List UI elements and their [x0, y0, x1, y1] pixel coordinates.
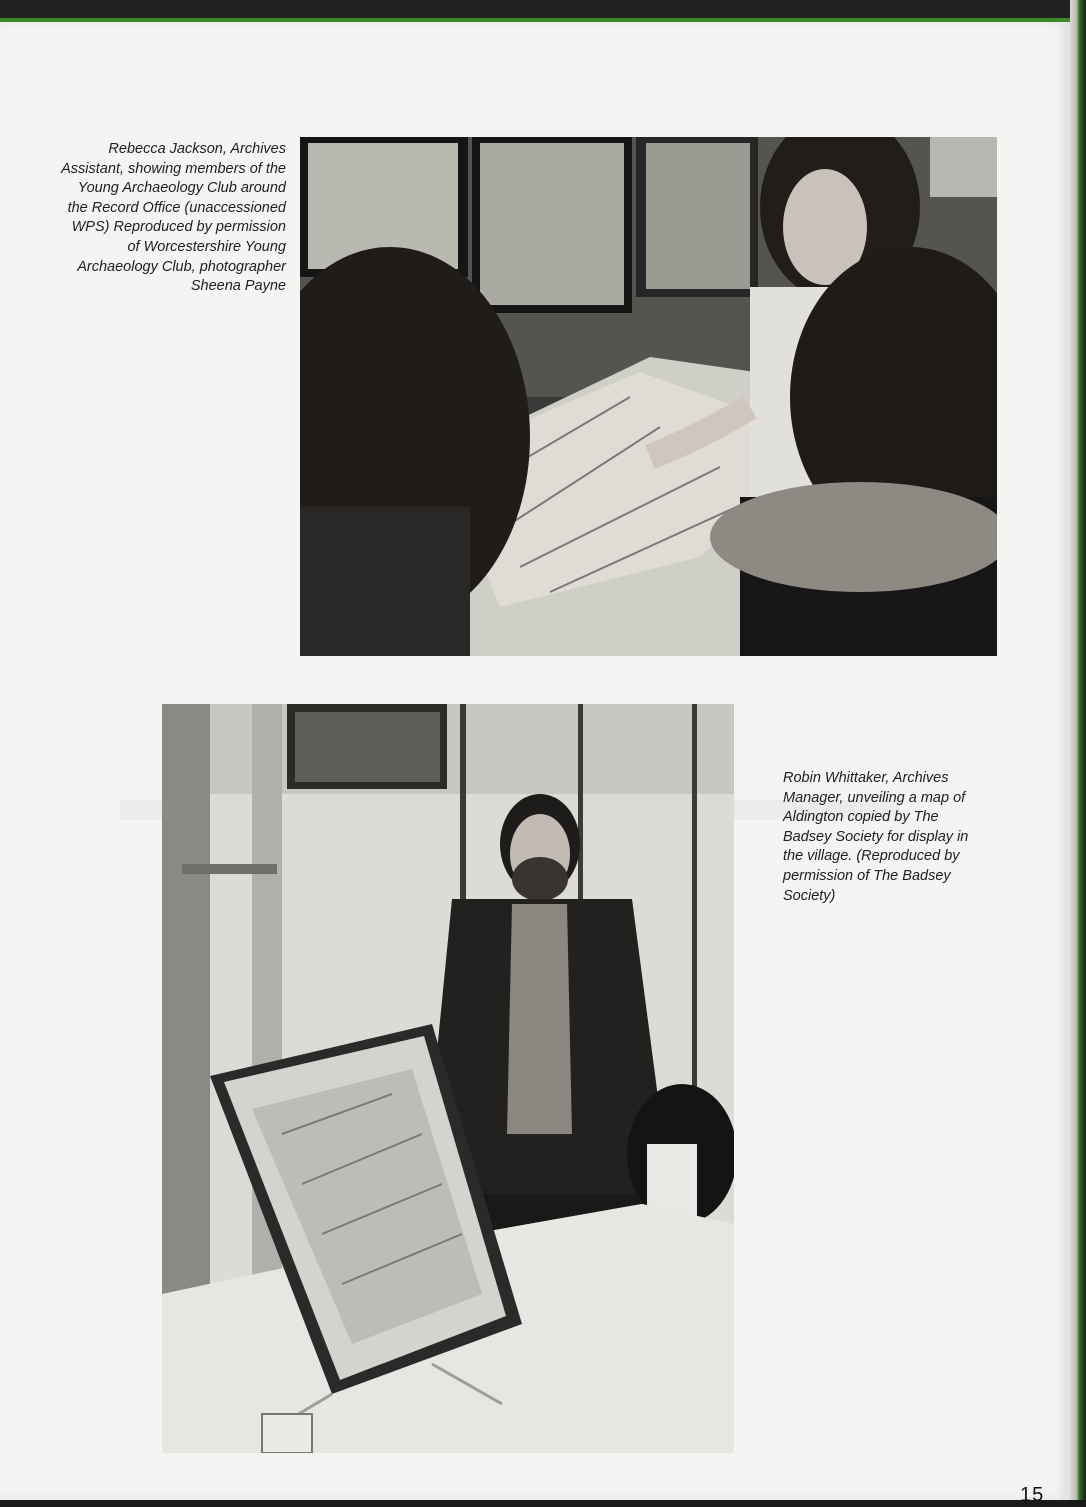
scan-top-strip	[0, 0, 1086, 24]
photo-map-unveiling	[162, 704, 734, 1453]
photo-caption-top: Rebecca Jackson, Archives Assistant, showing members of the Young Archaeology Club around the Record Office (unaccessioned WPS) Reproduced by permission of Worcestershire Young Archaeology Club, photographer Sheena Payne	[61, 141, 286, 295]
page-edge-strip	[1070, 0, 1086, 1500]
photo-caption-bottom: Robin Whittaker, Archives Manager, unveiling a map of Aldington copied by The Badsey Society for display in the village. (Reproduced by permission of The Badsey Society)	[783, 770, 969, 904]
page-number: 15	[1020, 1484, 1045, 1506]
photo-archive-visit	[300, 137, 997, 656]
